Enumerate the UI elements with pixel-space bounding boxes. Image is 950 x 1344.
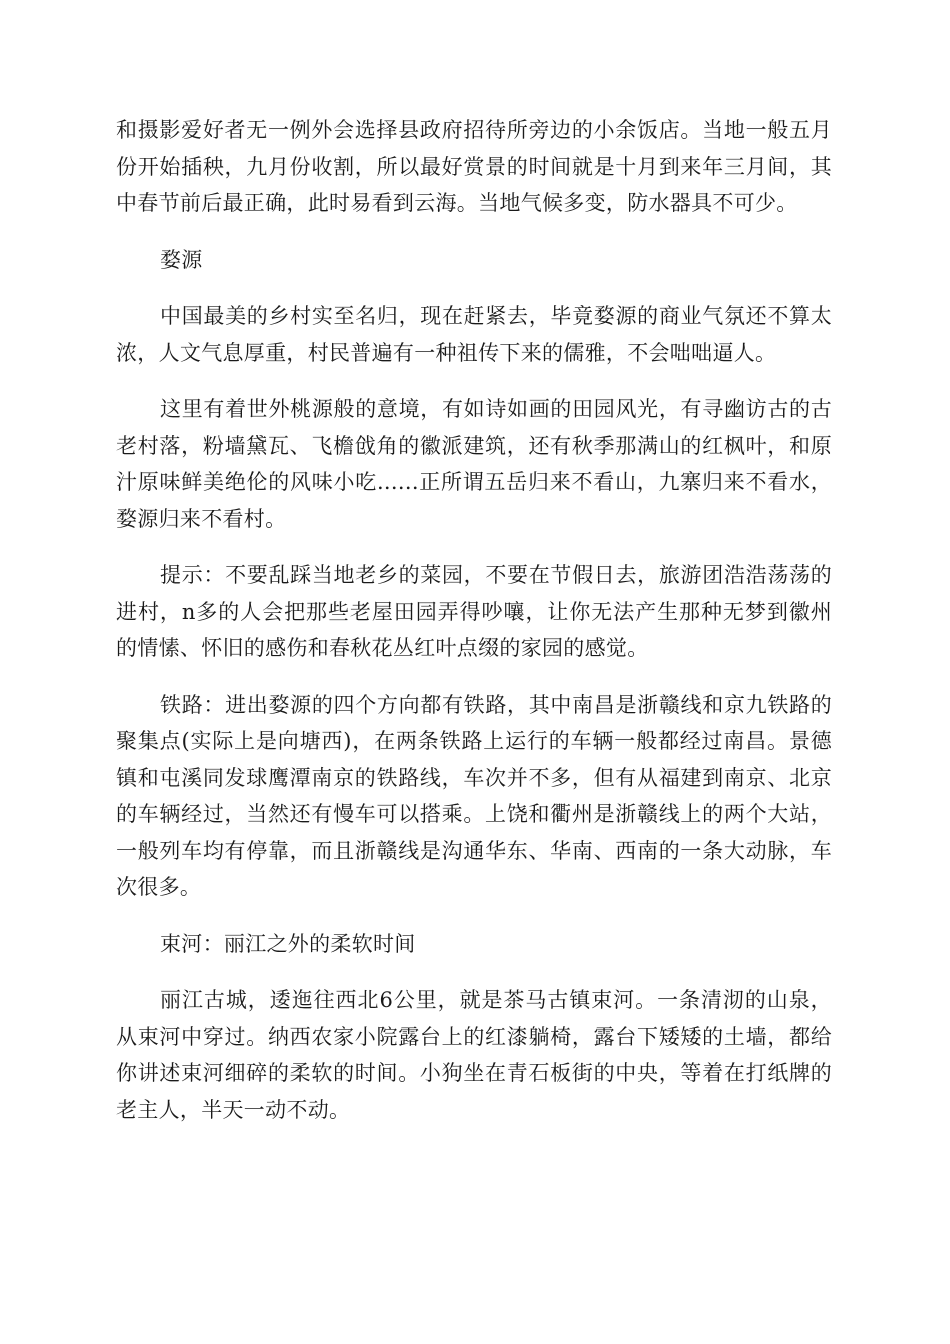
document-page [116,112,832,1148]
paragraph-wuyuan-scenery: 这里有着世外桃源般的意境，有如诗如画的田园风光，有寻幽访古的古老村落，粉墙黛瓦、飞檐戗角的徽派建筑，还有秋季那满山的红枫叶，和原汁原味鲜美绝伦的风味小吃......正所谓五岳归来不看山，九寨归来不看水，婺源归来不看村。 [116,397,832,531]
paragraph-wuyuan-railway: 铁路：进出婺源的四个方向都有铁路，其中南昌是浙赣线和京九铁路的聚集点(实际上是向塘西)，在两条铁路上运行的车辆一般都经过南昌。景德镇和屯溪同发球鹰潭南京的铁路线，车次并不多，但有从福建到南京、北京的车辆经过，当然还有慢车可以搭乘。上饶和衢州是浙赣线上的两个大站，一般列车均有停靠，而且浙赣线是沟通华东、华南、西南的一条大动脉，车次很多。 [116,692,832,899]
heading-wuyuan: 婺源 [160,247,203,272]
paragraph-shuhe: 丽江古城，逶迤往西北6公里，就是茶马古镇束河。一条清沏的山泉，从束河中穿过。纳西农家小院露台上的红漆躺椅，露台下矮矮的土墙，都给你讲述束河细碎的柔软的时间。小狗坐在青石板街的中央，等着在打纸牌的老主人，半天一动不动。 [116,988,832,1122]
paragraph-photography-tips: 和摄影爱好者无一例外会选择县政府招待所旁边的小余饭店。当地一般五月份开始插秧，九月份收割，所以最好赏景的时间就是十月到来年三月间，其中春节前后最正确，此时易看到云海。当地气候多变，防水器具不可少。 [116,118,832,215]
paragraph-wuyuan-tips: 提示：不要乱踩当地老乡的菜园，不要在节假日去，旅游团浩浩荡荡的进村，n多的人会把那些老屋田园弄得吵嚷，让你无法产生那种无梦到徽州的情愫、怀旧的感伤和春秋花丛红叶点缀的家园的感觉。 [116,563,832,660]
paragraph-wuyuan-intro: 中国最美的乡村实至名归，现在赶紧去，毕竟婺源的商业气氛还不算太浓，人文气息厚重，村民普遍有一种祖传下来的儒雅，不会咄咄逼人。 [116,304,832,365]
heading-shuhe: 束河：丽江之外的柔软时间 [160,931,416,956]
